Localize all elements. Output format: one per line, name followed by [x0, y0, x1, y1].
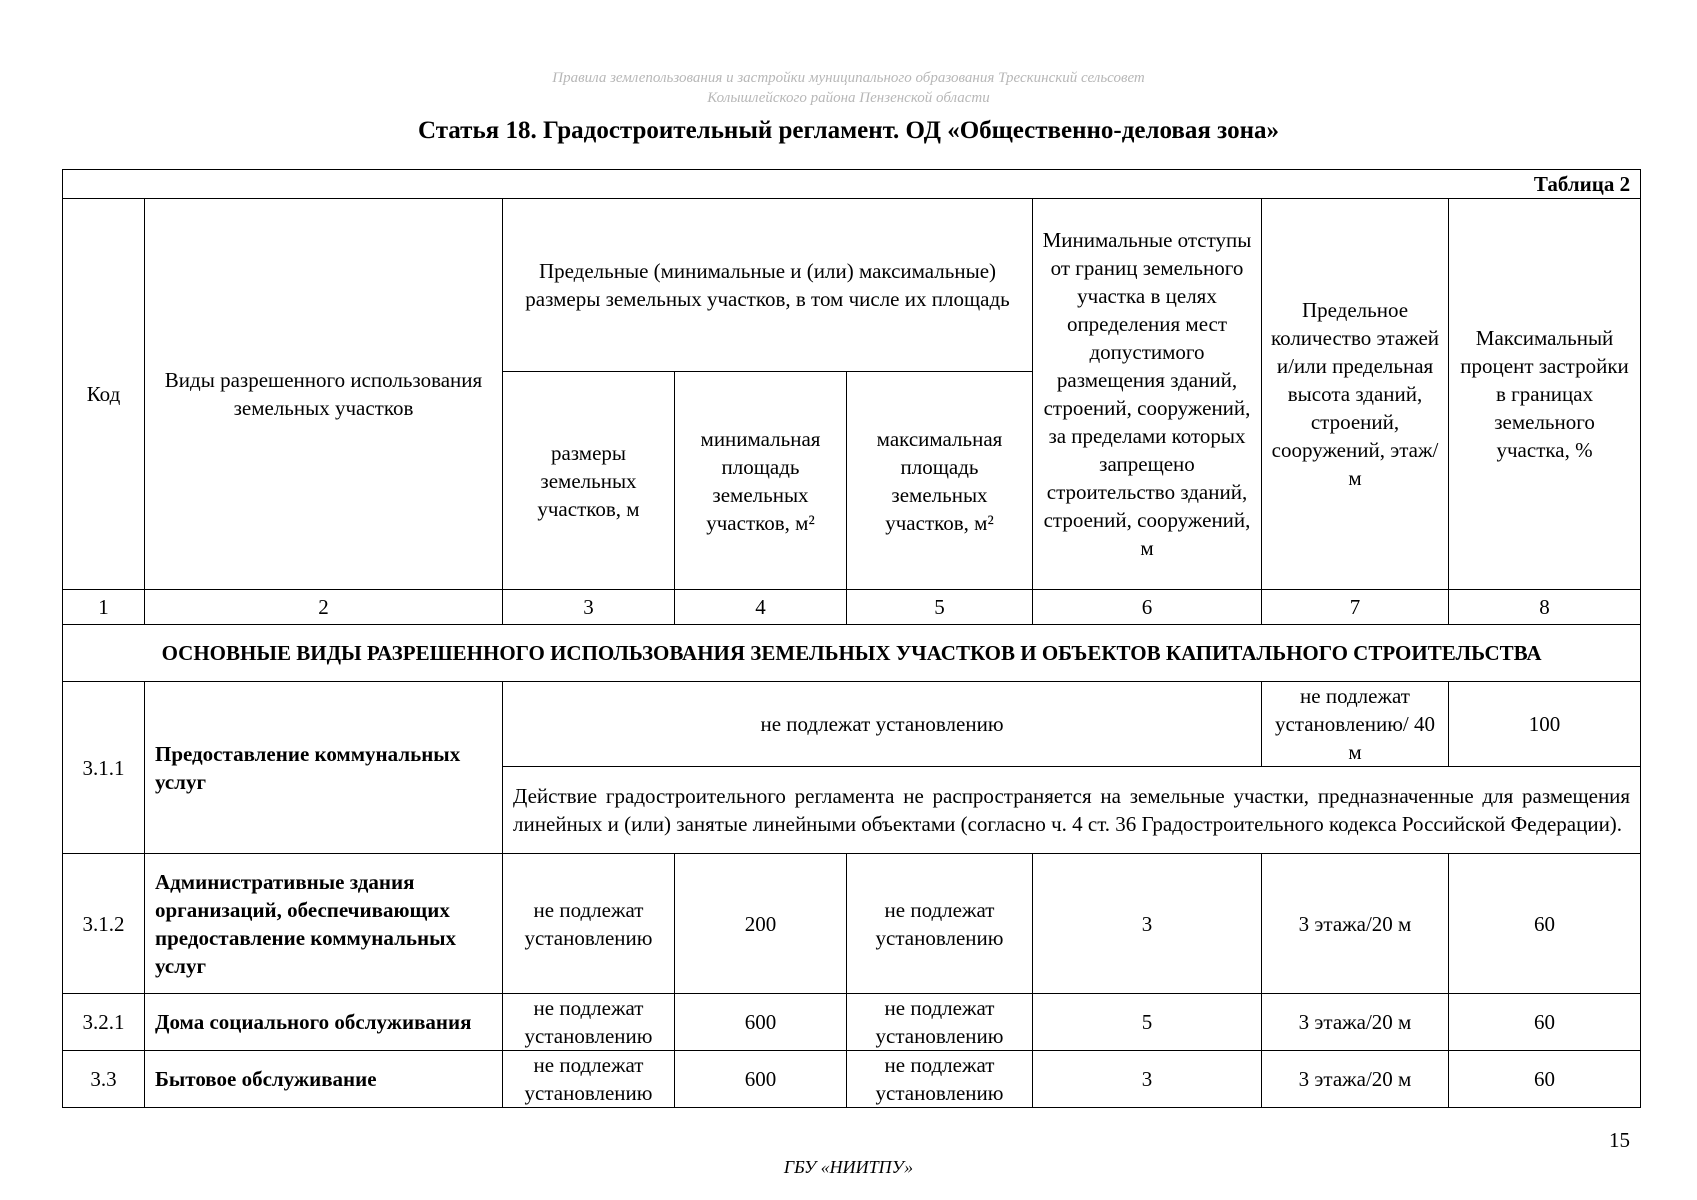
table-label-row — [63, 170, 1641, 199]
section-heading-row — [63, 625, 1641, 682]
row-floors: не подлежат установлению/ 40 м — [1262, 682, 1449, 767]
row-setback: 3 — [1033, 1051, 1262, 1108]
row-floors: 3 этажа/20 м — [1262, 854, 1449, 994]
header-plot-sizes-group: Предельные (минимальные и (или) максимальные) размеры земельных участков, в том числе их площадь — [503, 199, 1033, 372]
footer-organization: ГБУ «НИИТПУ» — [783, 1157, 914, 1177]
header-use-types: Виды разрешенного использования земельных участков — [145, 199, 503, 590]
column-number: 1 — [63, 590, 145, 625]
row-use-name: Дома социального обслуживания — [145, 994, 503, 1051]
row-coverage: 60 — [1449, 994, 1641, 1051]
column-number: 7 — [1262, 590, 1449, 625]
row-use-name: Административные здания организаций, обеспечивающих предоставление коммунальных услуг — [145, 854, 503, 994]
header-floors: Предельное количество этажей и/или предельная высота зданий, строений, сооружений, этаж/м — [1262, 199, 1449, 590]
row-min-area: 200 — [675, 854, 847, 994]
row-plot-size: не подлежат установлению — [503, 854, 675, 994]
header-max-area: максимальная площадь земельных участков, м² — [847, 372, 1033, 590]
row-coverage: 60 — [1449, 1051, 1641, 1108]
row-use-name: Бытовое обслуживание — [145, 1051, 503, 1108]
row-max-area: не подлежат установлению — [847, 1051, 1033, 1108]
row-coverage: 60 — [1449, 854, 1641, 994]
header-row-1 — [63, 199, 1641, 372]
article-title: Статья 18. Градостроительный регламент. ОД «Общественно-деловая зона» — [418, 117, 1279, 144]
row-plot-size: не подлежат установлению — [503, 1051, 675, 1108]
table-row — [63, 994, 1641, 1051]
row-min-area: 600 — [675, 994, 847, 1051]
row-floors: 3 этажа/20 м — [1262, 1051, 1449, 1108]
row-coverage: 100 — [1449, 682, 1641, 767]
row-setback: 5 — [1033, 994, 1262, 1051]
column-number: 8 — [1449, 590, 1641, 625]
table-row — [63, 854, 1641, 994]
column-number: 3 — [503, 590, 675, 625]
row-min-area: 600 — [675, 1051, 847, 1108]
row-code: 3.2.1 — [63, 994, 145, 1051]
table-row — [63, 682, 1641, 767]
section-heading: ОСНОВНЫЕ ВИДЫ РАЗРЕШЕННОГО ИСПОЛЬЗОВАНИЯ ЗЕМЕЛЬНЫХ УЧАСТКОВ И ОБЪЕКТОВ КАПИТАЛЬНОГО СТРОИТЕЛЬСТВА — [63, 625, 1641, 682]
column-number: 4 — [675, 590, 847, 625]
running-header-line-1: Правила землепользования и застройки муниципального образования Трескинский сельсовет — [552, 70, 1145, 86]
row-max-area: не подлежат установлению — [847, 994, 1033, 1051]
header-setbacks: Минимальные отступы от границ земельного участка в целях определения мест допустимого размещения зданий, строений, сооружений, за пределами которых запрещено строительство зданий, строений, сооружений, м — [1033, 199, 1262, 590]
row-max-area: не подлежат установлению — [847, 854, 1033, 994]
row-setback: 3 — [1033, 854, 1262, 994]
page-number: 15 — [1609, 1128, 1630, 1152]
row-params-merged: не подлежат установлению — [503, 682, 1262, 767]
header-plot-sizes: размеры земельных участков, м — [503, 372, 675, 590]
row-plot-size: не подлежат установлению — [503, 994, 675, 1051]
column-numbers-row — [63, 590, 1641, 625]
header-coverage: Максимальный процент застройки в границах земельного участка, % — [1449, 199, 1641, 590]
column-number: 5 — [847, 590, 1033, 625]
row-code: 3.1.2 — [63, 854, 145, 994]
regulation-table — [62, 169, 1641, 1108]
header-code: Код — [63, 199, 145, 590]
column-number: 6 — [1033, 590, 1262, 625]
header-min-area: минимальная площадь земельных участков, м² — [675, 372, 847, 590]
row-floors: 3 этажа/20 м — [1262, 994, 1449, 1051]
row-use-name: Предоставление коммунальных услуг — [145, 682, 503, 854]
row-code: 3.1.1 — [63, 682, 145, 854]
table-label: Таблица 2 — [63, 170, 1641, 199]
table-row — [63, 1051, 1641, 1108]
row-code: 3.3 — [63, 1051, 145, 1108]
column-number: 2 — [145, 590, 503, 625]
running-header-line-2: Колышлейского района Пензенской области — [707, 90, 990, 106]
running-header — [0, 68, 1697, 108]
row-note: Действие градостроительного регламента не распространяется на земельные участки, предназначенные для размещения линейных и (или) занятые линейными объектами (согласно ч. 4 ст. 36 Градостроительного кодекса Российской Федерации). — [503, 767, 1641, 854]
